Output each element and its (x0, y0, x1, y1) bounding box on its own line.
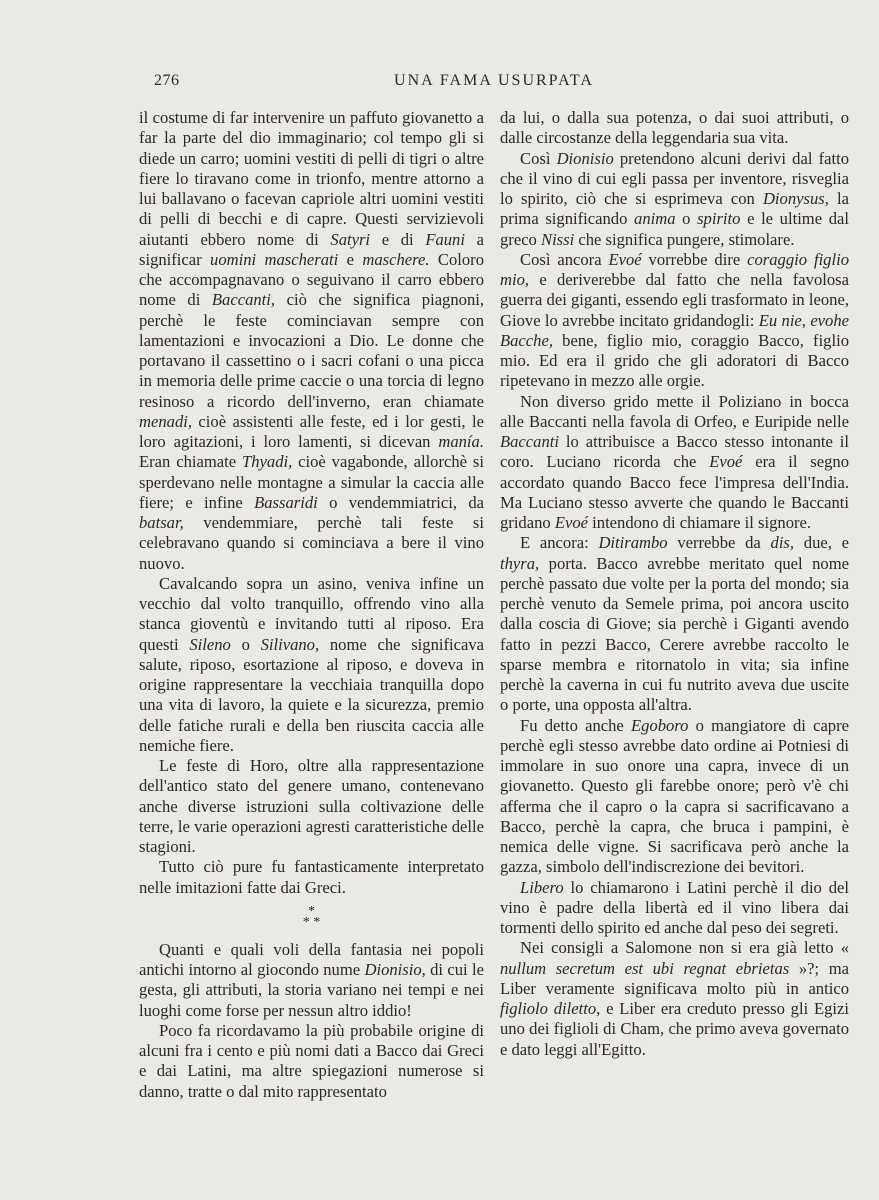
paragraph: Le feste di Horo, oltre alla rappresentazione dell'antico stato del genere umano, contenevano anche diverse istruzioni sulla coltivazione delle terre, le varie operazioni agresti caratteristiche delle stagioni. (139, 756, 484, 856)
section-break-asterism: * * * (302, 903, 321, 930)
paragraph: Così ancora Evoé vorrebbe dire coraggio figlio mio, e deriverebbe dal fatto che nella favolosa guerra dei giganti, essendo egli trasformato in leone, Giove lo avrebbe incitato gridandogli: Eu nie, evohe Bacche, bene, figlio mio, coraggio Bacco, figlio mio. Ed era il grido che gli adoratori di Bacco ripetevano in mezzo alle orgie. (500, 249, 850, 391)
paragraph: Quanti e quali voli della fantasia nei popoli antichi intorno al giocondo nume Dionisio, di cui le gesta, gli attributi, la storia variano nei tempi e nei luoghi come forse per nessun altro iddio! (139, 939, 484, 1020)
left-column (139, 108, 484, 1102)
paragraph: Cavalcando sopra un asino, veniva infine un vecchio dal volto tranquillo, offrendo vino alla stanca gioventù e invitando tutti al riposo. Era questi Sileno o Silivano, nome che significava salute, riposo, esortazione al riposo, e doveva in origine rappresentare la vecchiaia tranquilla dopo una vita di lavoro, la quiete e la sicurezza, premio delle fatiche rurali e della ben riuscita caccia alle nemiche fiere. (139, 573, 484, 755)
right-column (500, 108, 849, 1060)
running-title: UNA FAMA USURPATA (394, 72, 594, 89)
paragraph: Così Dionisio pretendono alcuni derivi dal fatto che il vino di cui egli passa per inventore, risveglia lo spirito, ciò che si esprimeva con Dionysus, la prima significando anima o spirito e le ultime dal greco Nissi che significa pungere, stimolare. (500, 148, 849, 249)
paragraph: E ancora: Ditirambo verrebbe da dis, due, e thyra, porta. Bacco avrebbe meritato quel nome perchè passato due volte per la porta del mondo; sia perchè venuto da Semele prima, poi ancora uscito dalla coscia di Giove; sia perchè i Giganti avendo fatto in pezzi Bacco, Cerere avrebbe raccolto le sparse membra e ritornatolo in vita; sia infine perchè la caverna in cui fu nutrito aveva due uscite o porte, una opposta all'altra. (500, 533, 849, 715)
paragraph: da lui, o dalla sua potenza, o dai suoi attributi, o dalle circostanze della leggendaria sua vita. (500, 108, 849, 148)
paragraph: il costume di far intervenire un paffuto giovanetto a far la parte del dio immaginario; col tempo gli si diede un carro; uomini vestiti di pelli di tigri o altre fiere lo tiravano come in trionfo, mentre attorno a lui ballavano o facevan capriole altri uomini vestiti di pelli di becchi e di capre. Questi servizievoli aiutanti ebbero nome di Satyri e di Fauni a significar uomini mascherati e maschere. Coloro che accompagnavano o seguivano il carro ebbero nome di Baccanti, ciò che significa piagnoni, perchè le feste cominciavan sempre con lamentazioni e invocazioni a Dio. Le donne che portavano il cassettino o i sacri cofani o una picca in memoria delle prime caccie o una torcia di legno resinoso a ricordo dell'inverno, eran chiamate menadi, cioè assistenti alle feste, ed i lor gesti, le loro agitazioni, i loro lamenti, si dicevan manía. Eran chiamate Thyadi, cioè vagabonde, allorchè si sperdevano nelle montagne a simular la caccia alle fiere; e infine Bassaridi o vendemmiatrici, da batsar, vendemmiare, perchè tali feste si celebravano quando si cominciava a bere il vino nuovo. (139, 108, 485, 573)
paragraph: Tutto ciò pure fu fantasticamente interpretato nelle imitazioni fatte dai Greci. (139, 857, 484, 897)
paragraph: Nei consigli a Salomone non si era già letto « nullum secretum est ubi regnat ebrietas »?; ma Liber veramente significava molto più in antico figliolo diletto, e Liber era creduto presso gli Egizi uno dei figlioli di Cham, che primo aveva governato e dato leggi all'Egitto. (500, 938, 849, 1059)
page-number: 276 (154, 72, 180, 89)
running-head (140, 72, 848, 96)
paragraph: Non diverso grido mette il Poliziano in bocca alle Baccanti nella favola di Orfeo, e Euripide nelle Baccanti lo attribuisce a Bacco stesso intonante il coro. Luciano ricorda che Evoé era il segno accordato quando Bacco fece l'impresa dell'India. Ma Luciano stesso avverte che quando le Baccanti gridano Evoé intendono di chiamare il signore. (500, 391, 850, 532)
paragraph: Poco fa ricordavamo la più probabile origine di alcuni fra i cento e più nomi dati a Bacco dai Greci e dai Latini, ma altre spiegazioni numerose si danno, tratte o dal mito rappresentato (139, 1020, 484, 1101)
paragraph: Libero lo chiamarono i Latini perchè il dio del vino è padre della libertà ed il vino libera dai tormenti dello spirito ed anche dal peso dei segreti. (500, 877, 849, 937)
paragraph: Fu detto anche Egoboro o mangiatore di capre perchè egli stesso avrebbe dato ordine ai Potniesi di immolare in suo onore una capra, invece di un giovanetto. Questo gli farebbe onore; però v'è chi afferma che il capro o la capra si sacrificavano a Bacco, perchè la capra, che bruca i pampini, è nemica delle vigne. Si sacrificava però anche la gazza, simbolo dell'indiscrezione dei bevitori. (500, 715, 849, 877)
